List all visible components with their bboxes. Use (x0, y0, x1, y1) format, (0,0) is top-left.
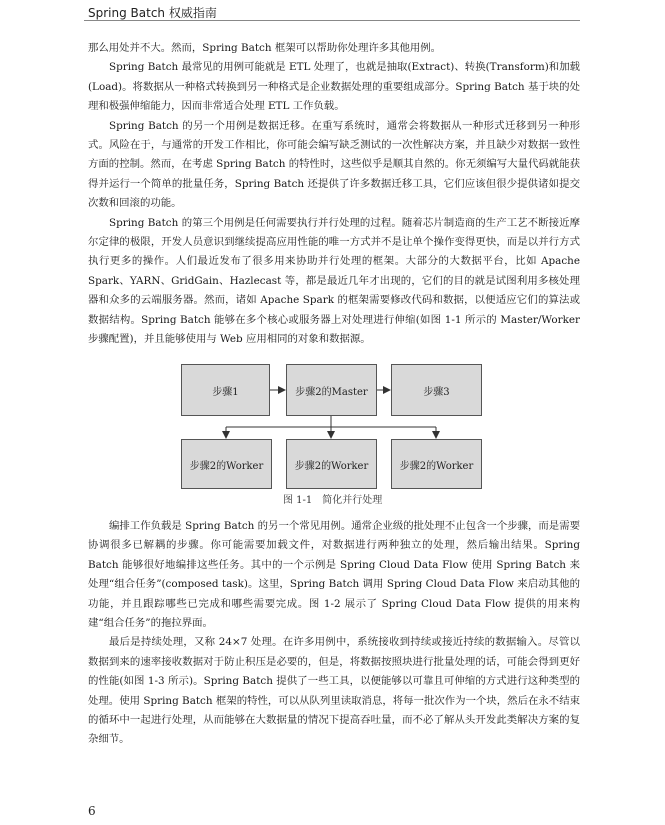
paragraph: Spring Batch 最常见的用例可能就是 ETL 处理了，也就是抽取(Extract)、转换(Transform)和加载(Load)。将数据从一种格式转换到另一种格式是企业数据处理的重要组成部分。Spring Batch 基于块的处理和极强伸缩能力，因而非常适合处理 ETL 工作负载。 (88, 61, 580, 113)
paragraph: 编排工作负载是 Spring Batch 的另一个常见用例。通常企业级的批处理不止包含一个步骤，而是需要协调很多已解耦的步骤。你可能需要加载文件，对数据进行两种独立的处理，然后输出结果。Spring Batch 能够很好地编排这些任务。其中的一个示例是 Spring Cloud Data Flow 使用 Spring Batch 来处理“组合任务”(composed task)。这里，Spring Batch 调用 Spring Cloud Data Flow 来启动其他的功能，并且跟踪哪些已完成和哪些需要完成。图 1-2 展示了 Spring Cloud Data Flow 提供的用来构建“组合任务”的拖拉界面。 (88, 520, 580, 630)
paragraph: 那么用处并不大。然而，Spring Batch 框架可以帮助你处理许多其他用例。 (88, 42, 442, 54)
running-header: Spring Batch 权威指南 (88, 6, 217, 20)
paragraph: Spring Batch 的另一个用例是数据迁移。在重写系统时，通常会将数据从一种形式迁移到另一种形式。风险在于，与通常的开发工作相比，你可能会编写缺乏测试的一次性解决方案，并且缺少对数据一致性方面的控制。然而，在考虑 Spring Batch 的特性时，这些似乎是顺其自然的。你无须编写大量代码就能获得并运行一个简单的批量任务，Spring Batch 还提供了许多数据迁移工具，它们应该但很少提供诸如提交次数和回滚的功能。 (88, 119, 580, 210)
box-step2-worker-2: 步骤2的Worker (286, 439, 377, 489)
box-step1: 步骤1 (181, 364, 270, 416)
header-rule (84, 20, 580, 21)
box-step2-worker-3: 步骤2的Worker (391, 439, 482, 489)
figure-caption: 图 1-1 简化并行处理 (283, 495, 383, 506)
body-text-bottom (88, 517, 580, 750)
page-number: 6 (88, 804, 96, 818)
paragraph: 最后是持续处理，又称 24×7 处理。在许多用例中，系统接收到持续或接近持续的数据输入。尽管以数据到来的速率接收数据对于防止积压是必要的，但是，将数据按照块进行批量处理的话，可能会得到更好的性能(如图 1-3 所示)。Spring Batch 提供了一些工具，以便能够以可靠且可伸缩的方式进行这种类型的处理。使用 Spring Batch 框架的特性，可以从队列里读取消息，将每一批次作为一个块，然后在永不结束的循环中一起进行处理，从而能够在大数据量的情况下提高吞吐量，而不必了解从头开发此类解决方案的复杂细节。 (88, 636, 580, 746)
paragraph: Spring Batch 的第三个用例是任何需要执行并行处理的过程。随着芯片制造商的生产工艺不断接近摩尔定律的极限，开发人员意识到继续提高应用性能的唯一方式并不是让单个操作变得更快，而是以并行方式执行更多的操作。人们最近发布了很多用来协助并行处理的框架。大部分的大数据平台，比如 Apache Spark、YARN、GridGain、Hazlecast 等，都是最近几年才出现的，它们的目的就是试图利用多核处理器和众多的云端服务器。然而，诸如 Apache Spark 的框架需要修改代码和数据，以便适应它们的算法或数据结构。Spring Batch 能够在多个核心或服务器上对处理进行伸缩(如图 1-1 所示的 Master/Worker 步骤配置)，并且能够使用与 Web 应用相同的对象和数据源。 (88, 216, 580, 346)
box-step3: 步骤3 (391, 364, 482, 416)
box-step2-master: 步骤2的Master (286, 364, 377, 416)
box-step2-worker-1: 步骤2的Worker (181, 439, 272, 489)
body-text-top (88, 39, 580, 350)
